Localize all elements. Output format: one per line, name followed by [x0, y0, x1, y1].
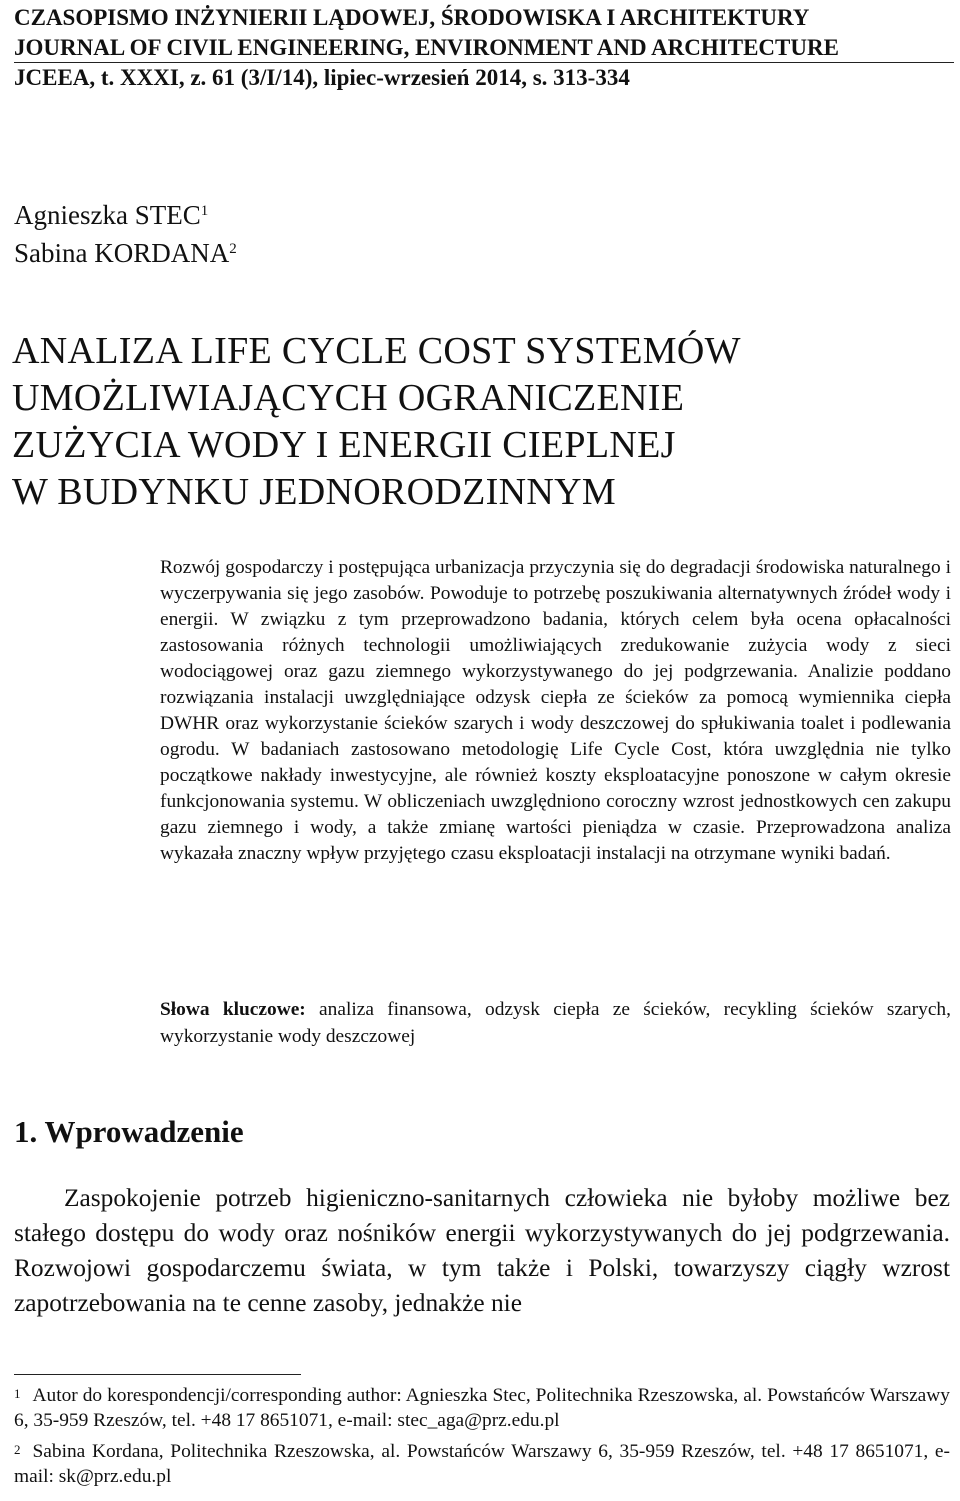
header-rule [14, 62, 954, 63]
footnote [14, 1383, 950, 1433]
article-title [12, 328, 952, 516]
title-line: UMOŻLIWIAJĄCYCH OGRANICZENIE [12, 377, 685, 419]
footnote-rule [14, 1374, 301, 1375]
author-footnote-mark: 1 [200, 203, 209, 219]
keywords-text: analiza finansowa, odzysk ciepła ze ścieków, recykling ścieków szarych, wykorzystanie wody deszczowej [160, 999, 951, 1047]
author-list [14, 196, 237, 272]
author-name: Agnieszka STEC [14, 200, 201, 230]
keywords [160, 996, 951, 1050]
journal-name-pl: CZASOPISMO INŻYNIERII LĄDOWEJ, ŚRODOWISKA I ARCHITEKTURY [14, 5, 810, 30]
section-heading: 1. Wprowadzenie [14, 1114, 244, 1149]
footnote [14, 1439, 950, 1489]
footnote-mark: 1 [14, 1386, 21, 1401]
author-footnote-mark: 2 [229, 241, 237, 257]
footnote-mark: 2 [14, 1442, 21, 1457]
footnotes [14, 1383, 950, 1495]
journal-name-en: JOURNAL OF CIVIL ENGINEERING, ENVIRONMENT AND ARCHITECTURE [14, 35, 839, 60]
footnote-text: Sabina Kordana, Politechnika Rzeszowska, al. Powstańców Warszawy 6, 35-959 Rzeszów, tel. +48 17 8651071, e-mail: sk@prz.edu.pl [14, 1441, 950, 1487]
author [14, 234, 237, 272]
journal-issue-info: JCEEA, t. XXXI, z. 61 (3/I/14), lipiec-wrzesień 2014, s. 313-334 [14, 65, 630, 90]
author [14, 196, 237, 234]
journal-header [14, 3, 954, 93]
author-name: Sabina KORDANA [14, 238, 230, 268]
keywords-label: Słowa kluczowe: [160, 999, 306, 1020]
title-line: ANALIZA LIFE CYCLE COST SYSTEMÓW [12, 330, 741, 372]
abstract: Rozwój gospodarczy i postępująca urbanizacja przyczynia się do degradacji środowiska naturalnego i wyczerpywania się jego zasobów. Powoduje to potrzebę poszukiwania alternatywnych źródeł wody i energii. W związku z tym przeprowadzono badania, których celem była ocena opłacalności zastosowania różnych technologii umożliwiających zredukowanie zużycia wody z sieci wodociągowej oraz gazu ziemnego wykorzystywanego do jej podgrzewania. Analizie poddano rozwiązania instalacji uwzględniające odzysk ciepła ze ścieków za pomocą wymiennika ciepła DWHR oraz wykorzystanie ścieków szarych i wody deszczowej do spłukiwania toalet i podlewania ogrodu. W badaniach zastosowano metodologię Life Cycle Cost, która uwzględnia nie tylko początkowe nakłady inwestycyjne, ale również koszty eksploatacyjne ponoszone w całym okresie funkcjonowania systemu. W obliczeniach uwzględniono coroczny wzrost jednostkowych cen zakupu gazu ziemnego i wody, a także zmianę wartości pieniądza w czasie. Przeprowadzona analiza wykazała znaczny wpływ przyjętego czasu eksploatacji instalacji na otrzymane wyniki badań. [160, 557, 951, 864]
section-body: Zaspokojenie potrzeb higieniczno-sanitarnych człowieka nie byłoby możliwe bez stałego dostępu do wody oraz nośników energii wykorzystywanych do jej podgrzewania. Rozwojowi gospodarczemu świata, w tym także i Polski, towarzyszy ciągły wzrost zapotrzebowania na te cenne zasoby, jednakże nie [14, 1184, 950, 1317]
title-line: ZUŻYCIA WODY I ENERGII CIEPLNEJ [12, 424, 676, 466]
title-line: W BUDYNKU JEDNORODZINNYM [12, 471, 616, 513]
footnote-text: Autor do korespondencji/corresponding author: Agnieszka Stec, Politechnika Rzeszowska, al. Powstańców Warszawy 6, 35-959 Rzeszów, tel. +48 17 8651071, e-mail: stec_aga@prz.edu.pl [14, 1385, 950, 1431]
